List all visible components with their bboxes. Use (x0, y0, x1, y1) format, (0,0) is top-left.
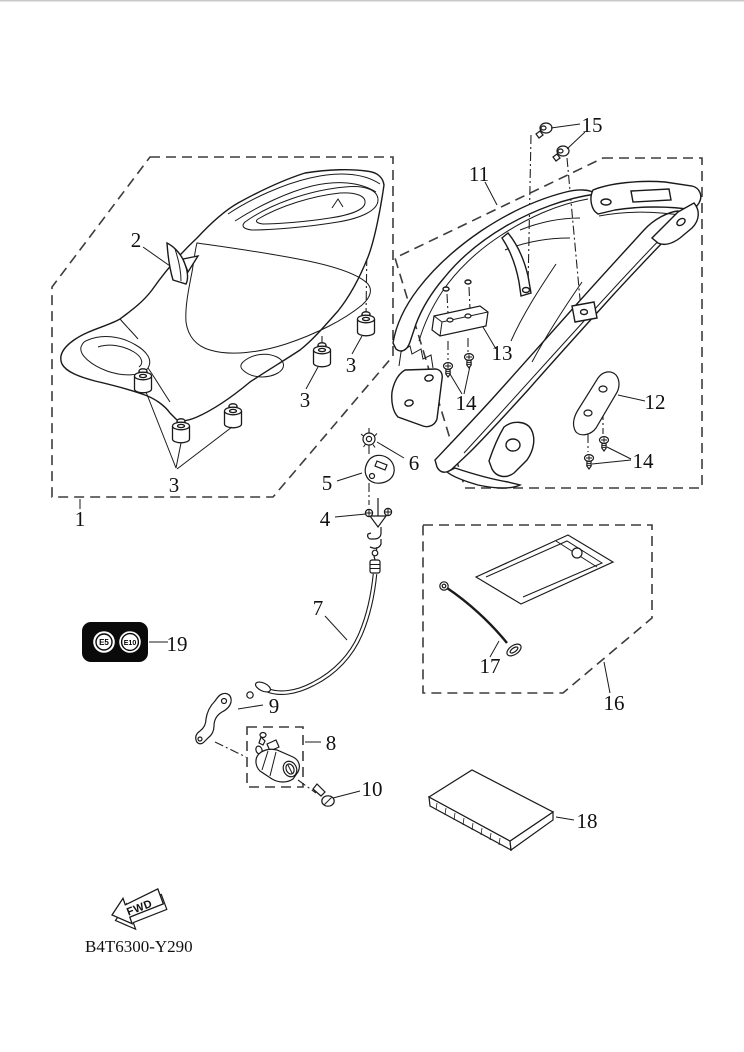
screw-14 (585, 455, 594, 469)
screw-10 (313, 784, 334, 806)
callout-6: 6 (408, 451, 420, 475)
seat-lock-cable-7 (247, 550, 380, 698)
screw-14 (600, 437, 609, 451)
owners-manual-18 (429, 770, 553, 850)
e10-mark: E10 (123, 640, 137, 647)
hinge-plate-5 (365, 455, 394, 483)
callout-18: 18 (576, 809, 598, 833)
callout-3: 3 (168, 473, 180, 497)
callout-8: 8 (325, 731, 337, 755)
e5-mark: E5 (99, 638, 109, 647)
seat-assembly (61, 170, 384, 421)
callout-17: 17 (479, 654, 501, 678)
hook-bracket-4 (365, 498, 391, 548)
callout-11: 11 (468, 162, 490, 186)
damper-icon (358, 312, 375, 336)
callout-14: 14 (632, 449, 654, 473)
callout-14: 14 (455, 391, 477, 415)
callout-2: 2 (130, 228, 142, 252)
fwd-arrow (112, 889, 167, 929)
cable-end-ring (247, 692, 253, 698)
seat-outline (61, 170, 384, 421)
carrier-right-rail (435, 211, 686, 472)
callout-13: 13 (491, 341, 513, 365)
callout-12: 12 (644, 390, 666, 414)
damper-icon (173, 419, 190, 443)
callout-10: 10 (361, 777, 383, 801)
tool-pouch (476, 535, 613, 604)
lock-cylinder-8 (255, 733, 300, 783)
damper-icon (314, 343, 331, 367)
screw-14 (444, 363, 453, 377)
fwd-arrow-label: FWD (125, 897, 155, 919)
cable-adjuster-cap (372, 550, 378, 556)
toolkit-contents (440, 535, 613, 658)
callout-3: 3 (345, 353, 357, 377)
cable-barrel (370, 560, 380, 573)
rivet-15 (536, 123, 552, 138)
callout-5: 5 (321, 471, 333, 495)
diagram-code: B4T6300-Y290 (85, 937, 193, 956)
callout-4: 4 (319, 507, 331, 531)
callout-15: 15 (581, 113, 603, 137)
cable-end-fitting (254, 680, 272, 694)
fuel-label-19 (82, 622, 148, 662)
callout-16: 16 (603, 691, 625, 715)
callout-3: 3 (299, 388, 311, 412)
screw-14 (465, 354, 474, 368)
damper-icon (225, 404, 242, 428)
cable-guide-bracket-9 (196, 693, 231, 743)
stay-plate-12 (574, 372, 619, 435)
callout-7: 7 (312, 596, 324, 620)
damper-bar-13 (432, 306, 488, 336)
callout-1: 1 (74, 507, 86, 531)
seat-bracket-parts (361, 431, 394, 549)
carrier-left-plate (392, 369, 443, 427)
callout-19: 19 (166, 632, 188, 656)
carrier-center-arm (502, 233, 531, 296)
flange-nut-6 (361, 431, 377, 448)
callout-9: 9 (268, 694, 280, 718)
page-top-hairline (0, 0, 744, 2)
